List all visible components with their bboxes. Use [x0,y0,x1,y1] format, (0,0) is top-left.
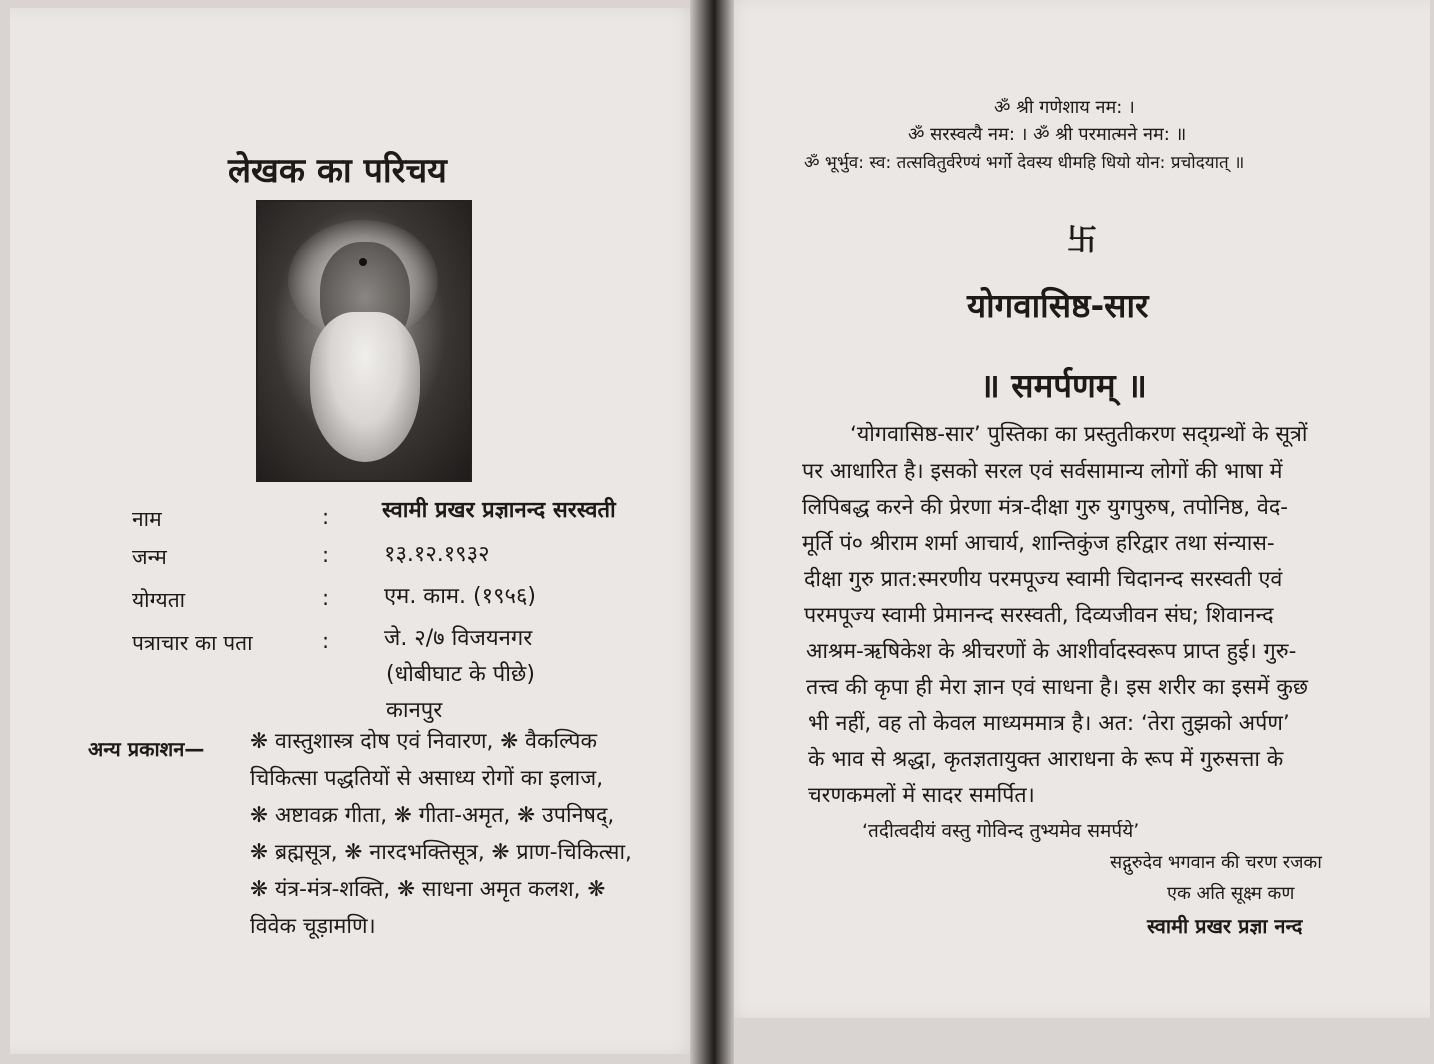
author-signature: स्वामी प्रखर प्रज्ञा नन्द [1147,914,1303,938]
book-gutter [690,0,734,1064]
field-sep: : [322,586,330,610]
field-label-birth: जन्म [132,545,167,569]
mantra-line-2: ॐ सरस्वत्यै नम: । ॐ श्री परमात्मने नम: ॥ [908,124,1187,145]
field-label-address: पत्राचार का पता [132,631,253,655]
page-heading: लेखक का परिचय [228,151,447,191]
field-label-name: नाम [132,507,162,531]
paragraph-line: के भाव से श्रद्धा, कृतज्ञतायुक्त आराधना के रूप में गुरुसत्ता के [808,747,1284,772]
paragraph-line: भी नहीं, वह तो केवल माध्यममात्र है। अत: ‘तेरा तुझको अर्पण’ [808,711,1290,736]
address-line: कानपुर [386,698,443,723]
dedication-quote: ‘तदीत्वदीयं वस्तु गोविन्द तुभ्यमेव समर्पये’ [862,820,1140,842]
paragraph-line: ‘योगवासिष्ठ-सार’ पुस्तिका का प्रस्तुतीकरण सद्ग्रन्थों के सूत्रों [850,422,1308,447]
paragraph-line: तत्त्व की कृपा ही मेरा ज्ञान एवं साधना है। इस शरीर का इसमें कुछ [806,675,1308,700]
field-value-birth: १३.१२.१९३२ [384,542,490,567]
book-title: योगवासिष्ठ-सार [967,286,1149,325]
paragraph-line: दीक्षा गुरु प्रात:स्मरणीय परमपूज्य स्वामी चिदानन्द सरस्वती एवं [804,567,1283,592]
publication-line: चिकित्सा पद्धतियों से असाध्य रोगों का इलाज, [250,766,604,791]
address-line: (धोबीघाट के पीछे) [386,662,535,687]
paragraph-line: पर आधारित है। इसको सरल एवं सर्वसामान्य लोगों की भाषा में [802,459,1283,484]
author-photo [256,200,472,482]
publication-line: ❋ ब्रह्मसूत्र, ❋ नारदभक्तिसूत्र, ❋ प्राण-चिकित्सा, [250,840,632,865]
mantra-line-3: ॐ भूर्भुव: स्व: तत्सवितुर्वरेण्यं भर्गो देवस्य धीमहि धियो योन: प्रचोदयात् ॥ [804,153,1245,173]
paragraph-line: परमपूज्य स्वामी प्रेमानन्द सरस्वती, दिव्यजीवन संघ; शिवानन्द [804,603,1274,628]
left-page [10,8,710,1054]
paragraph-line: लिपिबद्ध करने की प्रेरणा मंत्र-दीक्षा गुरु युगपुरुष, तपोनिष्ठ, वेद- [802,495,1288,520]
field-sep: : [322,543,330,567]
publication-line: ❋ वास्तुशास्त्र दोष एवं निवारण, ❋ वैकल्पिक [250,729,598,754]
field-value-qualification: एम. काम. (१९५६) [384,584,536,609]
other-publications-label: अन्य प्रकाशन— [88,737,205,761]
swastika-icon: 卐 [1067,223,1097,258]
section-title: ॥ समर्पणम् ॥ [980,366,1147,405]
field-value-name: स्वामी प्रखर प्रज्ञानन्द सरस्वती [382,498,616,523]
mantra-line-1: ॐ श्री गणेशाय नम: । [994,97,1135,118]
publication-line: ❋ अष्टावक्र गीता, ❋ गीता-अमृत, ❋ उपनिषद्, [250,803,615,828]
field-value-address: जे. २/७ विजयनगर [384,626,533,651]
publication-line: ❋ यंत्र-मंत्र-शक्ति, ❋ साधना अमृत कलश, ❋ [250,877,606,902]
paragraph-line: मूर्ति पं० श्रीराम शर्मा आचार्य, शान्तिकुंज हरिद्वार तथा संन्यास- [802,531,1275,556]
sign-line-2: एक अति सूक्ष्म कण [1167,883,1295,904]
paragraph-line: आश्रम-ऋषिकेश के श्रीचरणों के आशीर्वादस्वरूप प्राप्त हुई। गुरु- [806,639,1297,664]
right-page [712,0,1430,1018]
publication-line: विवेक चूड़ामणि। [250,914,376,939]
paragraph-line: चरणकमलों में सादर समर्पित। [808,783,1035,808]
field-sep: : [322,505,330,529]
sign-line-1: सद्गुरुदेव भगवान की चरण रजका [1110,852,1322,873]
field-label-qualification: योग्यता [132,588,186,612]
field-sep: : [322,629,330,653]
